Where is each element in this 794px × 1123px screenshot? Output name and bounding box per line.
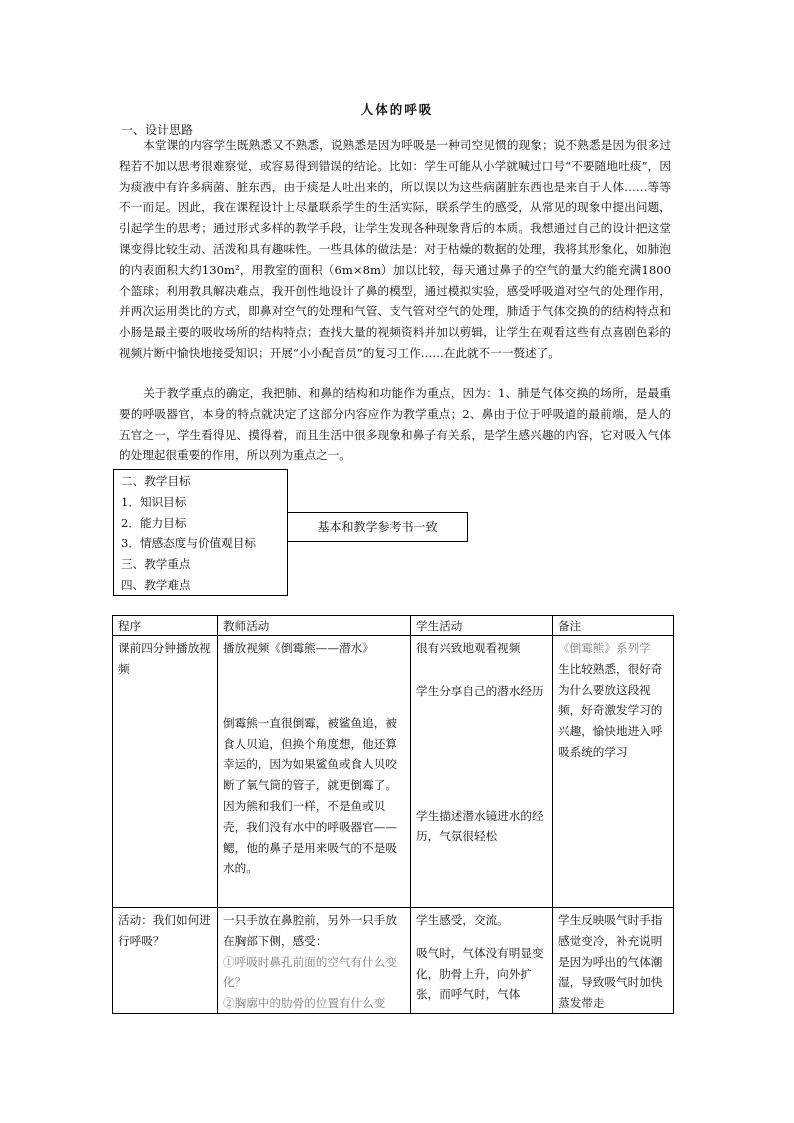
goals-item-difficulty: 四、教学难点 xyxy=(121,577,191,592)
design-paragraph-2-text: 关于教学重点的确定，我把肺、和鼻的结构和功能作为重点，因为：1、肺是气体交换的场所，是最重要的呼吸器官，本身的特点就决定了这部分内容应作为教学重点；2、鼻由于位于呼吸道的最前端，是人的五官之一，学生看得见、摸得着，而且生活中很多现象和鼻子有关系，是学生感兴趣的内容，它对吸入气体的处理起很重要的作用，所以列为重点之一。 xyxy=(119,386,671,463)
row1-teacher-video: 播放视频《倒霉熊——潜水》 xyxy=(223,641,374,655)
row2-teacher-instruction: 一只手放在鼻腔前，另外一只手放在胸部下侧，感受： xyxy=(223,913,397,948)
row1-student-activity xyxy=(411,636,553,908)
goals-item-attitude: 3．情感态度与价值观目标 xyxy=(121,536,256,551)
row2-student-activity xyxy=(411,908,553,1014)
section-heading-design: 一、设计思路 xyxy=(121,123,194,137)
row2-student-feel: 学生感受，交流。 xyxy=(416,913,509,927)
goals-box xyxy=(113,469,288,596)
row1-student-describe: 学生描述潜水镜进水的经历，气氛很轻松 xyxy=(416,808,544,844)
row1-student-watch: 很有兴致地观看视频 xyxy=(416,641,521,655)
design-paragraph-1 xyxy=(119,135,671,364)
row2-notes xyxy=(553,908,674,1014)
row1-teacher-explanation: 倒霉熊一直很倒霉，被鲨鱼追，被食人贝追，但换个角度想，他还算幸运的，因为如果鲨鱼或食人贝咬断了氧气筒的管子，就更倒霉了。因为熊和我们一样，不是鱼或贝壳，我们没有水中的呼吸器官——鳃，他的鼻子是用来吸气的不是吸水的。 xyxy=(223,715,397,876)
goals-item-ability: 2．能力目标 xyxy=(121,515,187,530)
row1-note-series: 《倒霉熊》系列学 xyxy=(558,641,651,655)
goals-note-box: 基本和教学参考书一致 xyxy=(287,512,468,542)
row2-teacher-question-2: ②胸廓中的肋骨的位置有什么变 xyxy=(223,996,386,1011)
row2-procedure: 活动：我们如何进行呼吸？ xyxy=(113,908,218,1014)
goals-item-knowledge: 1．知识目标 xyxy=(121,494,187,509)
procedure-table xyxy=(112,615,674,1014)
header-student-activity: 学生活动 xyxy=(411,616,553,636)
design-paragraph-1-text: 本堂课的内容学生既熟悉又不熟悉，说熟悉是因为呼吸是一种司空见惯的现象；说不熟悉是因为很多过程若不加以思考很难察觉，或容易得到错误的结论。比如：学生可能从小学就喊过口号“不要随地吐痰”，因为痰液中有许多病菌、脏东西，由于痰是人吐出来的，所以误以为这些病菌脏东西也是来自于人体……等等不一而足。因此，我在课程设计上尽量联系学生的生活实际，联系学生的感受，从常见的现象中提出问题，引起学生的思考；通过形式多样的教学手段，让学生发现各种现象背后的本质。我想通过自己的设计把这堂课变得比较生动、活泼和具有趣味性。一些具体的做法是：对于枯燥的数据的处理，我将其形象化，如肺泡的内表面积大约130m²，用教室的面积（6m×8m）加以比较，每天通过鼻子的空气的量大约能充满1800个篮球；利用教具解决难点，我开创性地设计了鼻的模型，通过模拟实验，感受呼吸道对空气的处理作用，并两次运用类比的方式，即鼻对空气的处理和气管、支气管对空气的处理，肺适于气体交换的的结构特点和小肠是最主要的吸收场所的结构特点；查找大量的视频资料并加以剪辑，让学生在观看这些有点喜剧色彩的视频片断中愉快地接受知识；开展“小小配音员”的复习工作……在此就不一一赘述了。 xyxy=(119,138,671,360)
row2-note-text: 学生反映吸气时手指感觉变冷，补充说明是因为呼出的气体潮湿，导致吸气时加快蒸发带走 xyxy=(558,913,663,1011)
table-row xyxy=(113,636,674,908)
table-row xyxy=(113,908,674,1014)
row2-teacher-activity xyxy=(218,908,411,1014)
row1-teacher-activity xyxy=(218,636,411,908)
header-notes: 备注 xyxy=(553,616,674,636)
design-paragraph-2 xyxy=(119,383,671,466)
row2-teacher-question-1: ①呼吸时鼻孔前面的空气有什么变化？ xyxy=(223,954,397,990)
header-teacher-activity: 教师活动 xyxy=(218,616,411,636)
goals-item-heading: 二、教学目标 xyxy=(121,474,191,488)
goals-item-focus: 三、教学重点 xyxy=(121,557,191,572)
row1-note-text: 生比较熟悉，很好奇为什么要放这段视频，好奇激发学习的兴趣，愉快地进入呼吸系统的学习 xyxy=(558,661,663,759)
header-procedure: 程序 xyxy=(113,616,218,636)
table-header-row xyxy=(113,616,674,636)
row2-student-observe: 吸气时，气体没有明显变化，肋骨上升，向外扩张，而呼气时，气体 xyxy=(416,945,544,1002)
row1-procedure: 课前四分钟播放视频 xyxy=(113,636,218,908)
row1-notes xyxy=(553,636,674,908)
row1-student-share: 学生分享自己的潜水经历 xyxy=(416,683,544,698)
page-title: 人体的呼吸 xyxy=(360,102,434,117)
